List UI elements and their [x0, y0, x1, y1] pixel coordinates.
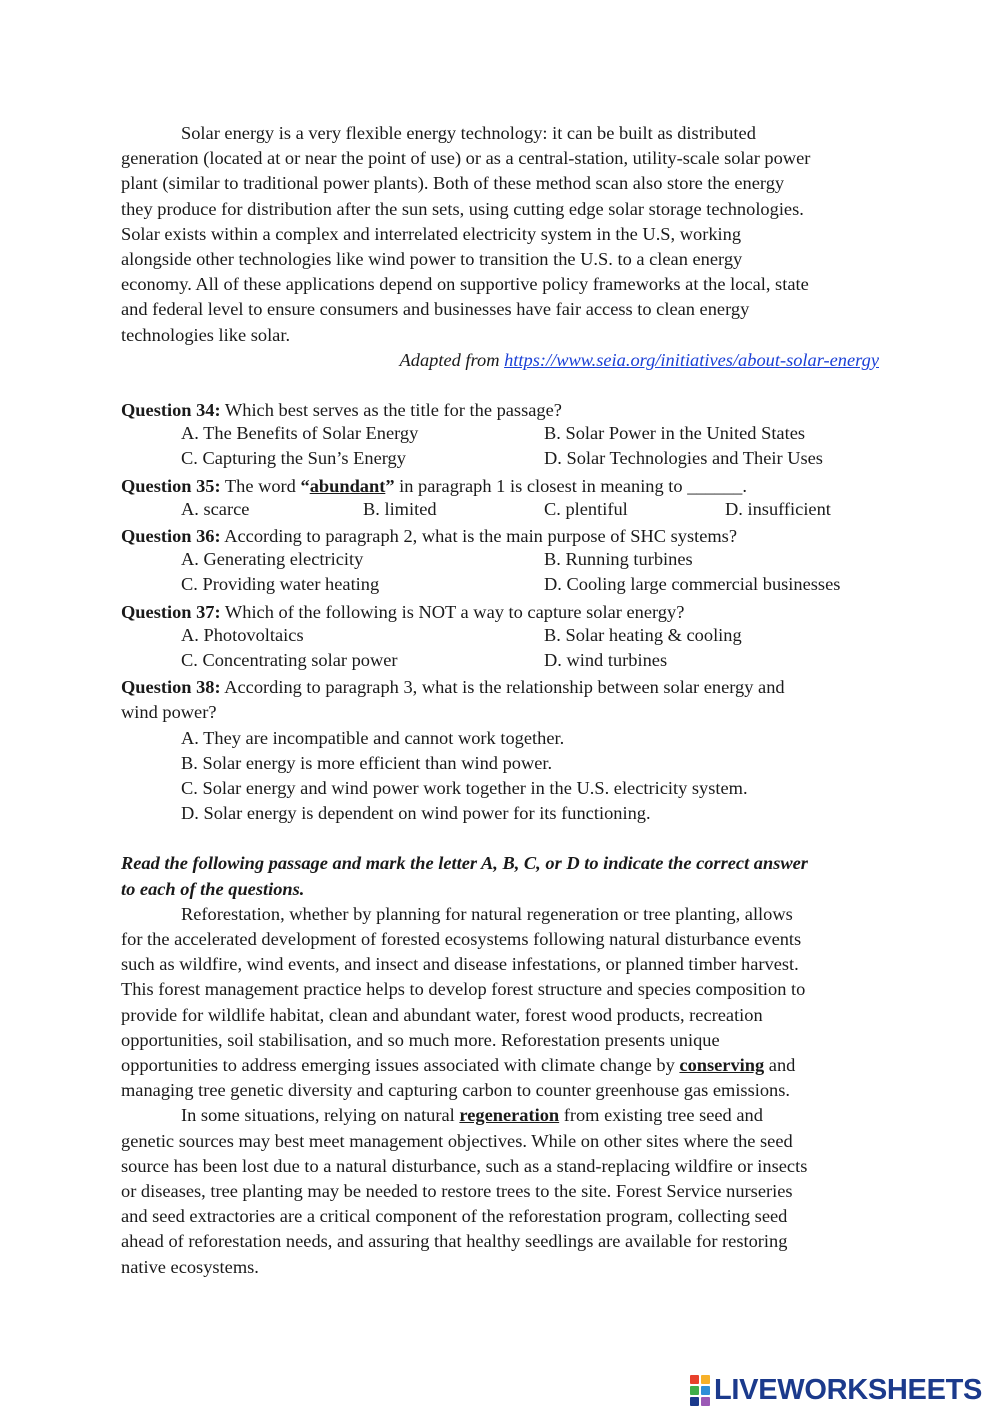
option-b[interactable]: B. limited: [363, 498, 437, 519]
instruction-line: Read the following passage and mark the letter A, B, C, or D to indicate the correct answer: [121, 853, 808, 874]
passage-line: [121, 1053, 881, 1078]
passage-line: This forest management practice helps to develop forest structure and species composition to: [121, 979, 806, 1000]
question-text: Which best serves as the title for the passage?: [220, 400, 562, 421]
option-b[interactable]: B. Solar Power in the United States: [544, 423, 806, 444]
quote-open: “: [300, 475, 310, 496]
logo-square: [690, 1397, 699, 1406]
question-37: [121, 600, 881, 676]
liveworksheets-logo-icon: [690, 1375, 710, 1406]
passage-line: alongside other technologies like wind power to transition the U.S. to a clean energy: [121, 249, 743, 270]
liveworksheets-logo[interactable]: [690, 1373, 982, 1407]
passage-line: provide for wildlife habitat, clean and abundant water, forest wood products, recreation: [121, 1004, 763, 1025]
logo-square: [701, 1375, 710, 1384]
passage-line: and federal level to ensure consumers and businesses have fair access to clean energy: [121, 299, 750, 320]
question-35: [121, 474, 881, 524]
passage-line: such as wildfire, wind events, and insect and disease infestations, or planned timber harvest.: [121, 954, 799, 975]
reading-instruction: [121, 851, 881, 901]
option-d[interactable]: D. Cooling large commercial businesses: [544, 574, 841, 595]
option-c[interactable]: C. Concentrating solar power: [181, 649, 398, 670]
question-36: [121, 524, 881, 600]
keyword-abundant: abundant: [309, 475, 386, 496]
option-b[interactable]: B. Solar energy is more efficient than wind power.: [181, 752, 553, 773]
passage-reforestation-paragraph-1: [121, 902, 881, 1104]
passage-line: source has been lost due to a natural disturbance, such as a stand-replacing wildfire or insects: [121, 1155, 808, 1176]
option-a[interactable]: A. They are incompatible and cannot work together.: [181, 727, 565, 748]
passage-line: or diseases, tree planting may be needed to restore trees to the site. Forest Service nurseries: [121, 1181, 793, 1202]
option-c[interactable]: C. Capturing the Sun’s Energy: [181, 448, 406, 469]
passage-line: Solar energy is a very flexible energy technology: it can be built as distributed: [181, 123, 756, 143]
question-text: According to paragraph 2, what is the main purpose of SHC systems?: [220, 526, 737, 546]
passage-line: plant (similar to traditional power plants). Both of these method scan also store the energy: [121, 173, 785, 194]
logo-square: [690, 1386, 699, 1395]
question-label: Question 35:: [121, 475, 221, 496]
option-c[interactable]: C. Providing water heating: [181, 574, 380, 595]
question-label: Question 37:: [121, 601, 221, 622]
passage-line: ahead of reforestation needs, and assuring that healthy seedlings are available for restoring: [121, 1231, 788, 1252]
passage-line: Solar exists within a complex and interrelated electricity system in the U.S, working: [121, 223, 742, 244]
option-a[interactable]: A. Photovoltaics: [181, 624, 304, 645]
question-label: Question 34:: [121, 400, 221, 421]
question-text: According to paragraph 3, what is the relationship between solar energy and: [220, 677, 785, 698]
brand-name: LIVEWORKSHEETS: [714, 1373, 983, 1406]
passage-text: and: [764, 1055, 796, 1075]
keyword-conserving: conserving: [679, 1055, 765, 1075]
passage-line: [121, 1103, 881, 1128]
passage-line: native ecosystems.: [121, 1256, 259, 1277]
option-c[interactable]: C. plentiful: [544, 498, 628, 519]
option-a[interactable]: A. scarce: [181, 498, 250, 519]
logo-square: [690, 1375, 699, 1384]
passage-line: genetic sources may best meet management objectives. While on other sites where the seed: [121, 1130, 793, 1151]
worksheet-page: [121, 121, 881, 1280]
passage-line: economy. All of these applications depend on supportive policy frameworks at the local, state: [121, 274, 809, 295]
question-34: [121, 398, 881, 474]
passage-line: generation (located at or near the point of use) or as a central-station, utility-scale solar power: [121, 148, 811, 169]
source-prefix: Adapted from: [399, 349, 505, 370]
passage-text: from existing tree seed and: [559, 1105, 763, 1126]
option-b[interactable]: B. Running turbines: [544, 549, 693, 570]
logo-square: [701, 1386, 710, 1395]
option-a[interactable]: A. Generating electricity: [181, 549, 364, 570]
option-d[interactable]: D. wind turbines: [544, 649, 668, 670]
option-a[interactable]: A. The Benefits of Solar Energy: [181, 423, 419, 444]
question-label: Question 38:: [121, 677, 221, 698]
passage-line: they produce for distribution after the sun sets, using cutting edge solar storage technologies.: [121, 198, 804, 219]
keyword-regeneration: regeneration: [459, 1105, 560, 1126]
source-citation: [121, 348, 879, 373]
passage-reforestation-paragraph-2: [121, 1103, 881, 1279]
option-d[interactable]: D. insufficient: [725, 498, 831, 519]
question-label: Question 36:: [121, 526, 221, 546]
question-text-continued: wind power?: [121, 702, 217, 723]
passage-line: and seed extractories are a critical component of the reforestation program, collecting seed: [121, 1206, 788, 1227]
instruction-line: to each of the questions.: [121, 878, 305, 899]
passage-text: In some situations, relying on natural: [181, 1105, 460, 1126]
passage-line: for the accelerated development of forested ecosystems following natural disturbance events: [121, 928, 802, 949]
logo-square: [701, 1397, 710, 1406]
question-text: The word: [220, 475, 301, 496]
option-d[interactable]: D. Solar Technologies and Their Uses: [544, 448, 823, 469]
passage-line: managing tree genetic diversity and capturing carbon to counter greenhouse gas emissions.: [121, 1080, 791, 1101]
question-text-end: in paragraph 1 is closest in meaning to ______.: [394, 475, 747, 496]
passage-text: opportunities to address emerging issues associated with climate change by: [121, 1055, 680, 1075]
option-c[interactable]: C. Solar energy and wind power work together in the U.S. electricity system.: [181, 777, 748, 798]
passage-line: technologies like solar.: [121, 324, 291, 345]
passage-line: opportunities, soil stabilisation, and so much more. Reforestation presents unique: [121, 1029, 720, 1050]
option-d[interactable]: D. Solar energy is dependent on wind power for its functioning.: [181, 803, 651, 824]
option-b[interactable]: B. Solar heating & cooling: [544, 624, 742, 645]
question-text: Which of the following is NOT a way to capture solar energy?: [220, 601, 685, 622]
quote-close: ”: [385, 475, 395, 496]
source-link[interactable]: https://www.seia.org/initiatives/about-solar-energy: [504, 349, 879, 370]
question-38: [121, 675, 881, 826]
passage-solar-paragraph: [121, 121, 881, 348]
passage-line: Reforestation, whether by planning for natural regeneration or tree planting, allows: [181, 903, 793, 924]
